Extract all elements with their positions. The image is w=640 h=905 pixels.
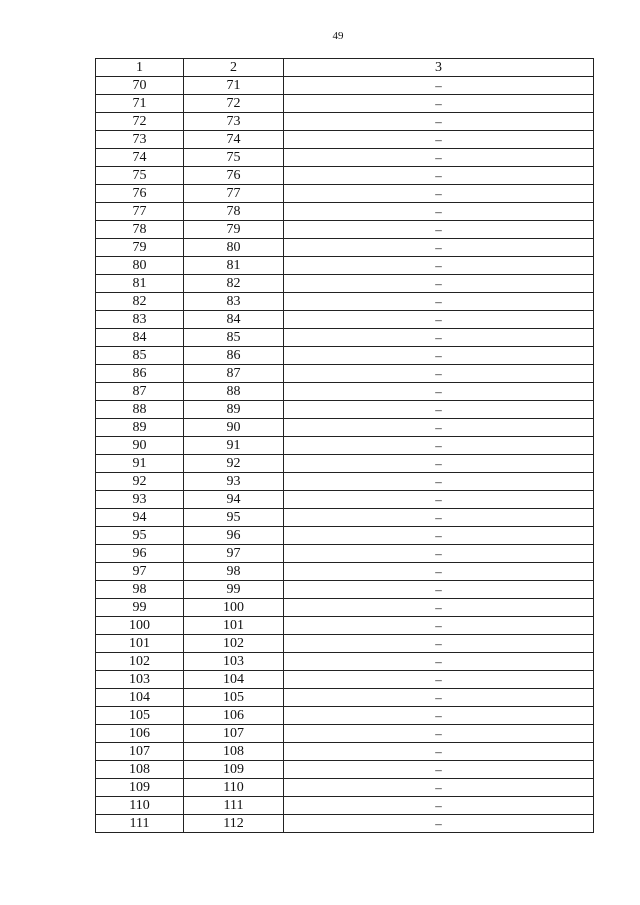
table-cell-col-2: 83 bbox=[184, 293, 284, 311]
table-cell-col-2: 111 bbox=[184, 797, 284, 815]
table-cell-col-1: 71 bbox=[96, 95, 184, 113]
table-cell-col-2: 92 bbox=[184, 455, 284, 473]
table-cell-col-1: 79 bbox=[96, 239, 184, 257]
table-cell-col-1: 73 bbox=[96, 131, 184, 149]
table-cell-col-3: – bbox=[284, 149, 594, 167]
table-cell-col-1: 111 bbox=[96, 815, 184, 833]
table-cell-col-2: 98 bbox=[184, 563, 284, 581]
table-cell-col-2: 112 bbox=[184, 815, 284, 833]
table-cell-col-3: – bbox=[284, 581, 594, 599]
table-cell-col-2: 100 bbox=[184, 599, 284, 617]
table-cell-col-3: – bbox=[284, 131, 594, 149]
table-row bbox=[96, 509, 594, 527]
table-cell-col-3: – bbox=[284, 743, 594, 761]
table-cell-col-1: 92 bbox=[96, 473, 184, 491]
table-cell-col-1: 88 bbox=[96, 401, 184, 419]
table-row bbox=[96, 455, 594, 473]
table-cell-col-2: 97 bbox=[184, 545, 284, 563]
table-row bbox=[96, 743, 594, 761]
table-cell-col-1: 89 bbox=[96, 419, 184, 437]
table-cell-col-3: – bbox=[284, 689, 594, 707]
table-cell-col-2: 95 bbox=[184, 509, 284, 527]
table-row bbox=[96, 239, 594, 257]
column-header-2: 2 bbox=[184, 59, 284, 77]
table-row bbox=[96, 707, 594, 725]
table-row bbox=[96, 401, 594, 419]
table-cell-col-3: – bbox=[284, 419, 594, 437]
table-row bbox=[96, 419, 594, 437]
table-row bbox=[96, 275, 594, 293]
table-cell-col-3: – bbox=[284, 707, 594, 725]
table-row bbox=[96, 545, 594, 563]
table-cell-col-2: 77 bbox=[184, 185, 284, 203]
table-cell-col-3: – bbox=[284, 437, 594, 455]
table-row bbox=[96, 563, 594, 581]
table-cell-col-2: 99 bbox=[184, 581, 284, 599]
table-row bbox=[96, 437, 594, 455]
table-cell-col-1: 97 bbox=[96, 563, 184, 581]
table-cell-col-3: – bbox=[284, 257, 594, 275]
table-cell-col-1: 87 bbox=[96, 383, 184, 401]
table-row bbox=[96, 797, 594, 815]
table-body bbox=[96, 77, 594, 833]
table-cell-col-1: 110 bbox=[96, 797, 184, 815]
table-cell-col-3: – bbox=[284, 545, 594, 563]
table-cell-col-1: 103 bbox=[96, 671, 184, 689]
table-cell-col-2: 79 bbox=[184, 221, 284, 239]
table-cell-col-2: 109 bbox=[184, 761, 284, 779]
table-row bbox=[96, 383, 594, 401]
table-row bbox=[96, 779, 594, 797]
table-cell-col-2: 107 bbox=[184, 725, 284, 743]
table-cell-col-3: – bbox=[284, 383, 594, 401]
table-cell-col-3: – bbox=[284, 455, 594, 473]
table-row bbox=[96, 599, 594, 617]
table-cell-col-3: – bbox=[284, 329, 594, 347]
table-cell-col-3: – bbox=[284, 563, 594, 581]
page-number: 49 bbox=[332, 30, 344, 42]
table-cell-col-1: 93 bbox=[96, 491, 184, 509]
table-cell-col-1: 85 bbox=[96, 347, 184, 365]
table-cell-col-1: 96 bbox=[96, 545, 184, 563]
table-cell-col-2: 76 bbox=[184, 167, 284, 185]
table-row bbox=[96, 257, 594, 275]
table-cell-col-3: – bbox=[284, 365, 594, 383]
table-cell-col-1: 74 bbox=[96, 149, 184, 167]
table-header-row bbox=[96, 59, 594, 77]
table-row bbox=[96, 635, 594, 653]
table-cell-col-1: 94 bbox=[96, 509, 184, 527]
table-row bbox=[96, 113, 594, 131]
table-row bbox=[96, 77, 594, 95]
table-row bbox=[96, 311, 594, 329]
table-cell-col-1: 90 bbox=[96, 437, 184, 455]
table-cell-col-1: 72 bbox=[96, 113, 184, 131]
table-cell-col-2: 106 bbox=[184, 707, 284, 725]
table-cell-col-3: – bbox=[284, 239, 594, 257]
table-cell-col-2: 101 bbox=[184, 617, 284, 635]
table-cell-col-2: 72 bbox=[184, 95, 284, 113]
table-cell-col-3: – bbox=[284, 203, 594, 221]
table-cell-col-2: 94 bbox=[184, 491, 284, 509]
table-row bbox=[96, 131, 594, 149]
table-cell-col-3: – bbox=[284, 113, 594, 131]
table-cell-col-1: 99 bbox=[96, 599, 184, 617]
table-row bbox=[96, 527, 594, 545]
table-cell-col-2: 80 bbox=[184, 239, 284, 257]
table-row bbox=[96, 671, 594, 689]
table-row bbox=[96, 581, 594, 599]
table-row bbox=[96, 725, 594, 743]
table-cell-col-3: – bbox=[284, 95, 594, 113]
table-cell-col-1: 105 bbox=[96, 707, 184, 725]
table-cell-col-3: – bbox=[284, 491, 594, 509]
table-cell-col-1: 77 bbox=[96, 203, 184, 221]
table-cell-col-1: 80 bbox=[96, 257, 184, 275]
table-row bbox=[96, 167, 594, 185]
table-cell-col-2: 89 bbox=[184, 401, 284, 419]
table-cell-col-1: 70 bbox=[96, 77, 184, 95]
table-row bbox=[96, 329, 594, 347]
table-row bbox=[96, 761, 594, 779]
table-cell-col-3: – bbox=[284, 599, 594, 617]
table-cell-col-3: – bbox=[284, 671, 594, 689]
table-row bbox=[96, 617, 594, 635]
table-row bbox=[96, 347, 594, 365]
table-row bbox=[96, 653, 594, 671]
table-cell-col-3: – bbox=[284, 401, 594, 419]
table-cell-col-1: 91 bbox=[96, 455, 184, 473]
table-cell-col-3: – bbox=[284, 77, 594, 95]
table-row bbox=[96, 473, 594, 491]
table-cell-col-3: – bbox=[284, 653, 594, 671]
table-cell-col-2: 90 bbox=[184, 419, 284, 437]
table-cell-col-3: – bbox=[284, 347, 594, 365]
table-cell-col-2: 105 bbox=[184, 689, 284, 707]
table-cell-col-3: – bbox=[284, 509, 594, 527]
table-cell-col-1: 83 bbox=[96, 311, 184, 329]
table-cell-col-3: – bbox=[284, 473, 594, 491]
table-cell-col-3: – bbox=[284, 527, 594, 545]
table-row bbox=[96, 203, 594, 221]
table-cell-col-1: 82 bbox=[96, 293, 184, 311]
table-cell-col-2: 85 bbox=[184, 329, 284, 347]
column-header-1: 1 bbox=[96, 59, 184, 77]
table-cell-col-3: – bbox=[284, 167, 594, 185]
table-cell-col-1: 109 bbox=[96, 779, 184, 797]
table-row bbox=[96, 185, 594, 203]
table-cell-col-3: – bbox=[284, 761, 594, 779]
table-cell-col-3: – bbox=[284, 617, 594, 635]
table-cell-col-2: 110 bbox=[184, 779, 284, 797]
table-cell-col-3: – bbox=[284, 185, 594, 203]
table-cell-col-3: – bbox=[284, 275, 594, 293]
table-cell-col-2: 71 bbox=[184, 77, 284, 95]
table-cell-col-1: 100 bbox=[96, 617, 184, 635]
table-cell-col-1: 106 bbox=[96, 725, 184, 743]
table-cell-col-3: – bbox=[284, 815, 594, 833]
table-cell-col-2: 87 bbox=[184, 365, 284, 383]
table-cell-col-1: 104 bbox=[96, 689, 184, 707]
table-cell-col-2: 84 bbox=[184, 311, 284, 329]
table-cell-col-2: 103 bbox=[184, 653, 284, 671]
table-cell-col-1: 98 bbox=[96, 581, 184, 599]
table-cell-col-1: 81 bbox=[96, 275, 184, 293]
table-row bbox=[96, 491, 594, 509]
table-row bbox=[96, 221, 594, 239]
table-cell-col-2: 93 bbox=[184, 473, 284, 491]
column-header-3: 3 bbox=[284, 59, 594, 77]
table-cell-col-2: 88 bbox=[184, 383, 284, 401]
table-cell-col-1: 95 bbox=[96, 527, 184, 545]
table-cell-col-3: – bbox=[284, 797, 594, 815]
table-cell-col-1: 101 bbox=[96, 635, 184, 653]
table-cell-col-1: 76 bbox=[96, 185, 184, 203]
table-cell-col-3: – bbox=[284, 221, 594, 239]
table-cell-col-3: – bbox=[284, 779, 594, 797]
table-cell-col-1: 102 bbox=[96, 653, 184, 671]
table-cell-col-2: 78 bbox=[184, 203, 284, 221]
table-cell-col-3: – bbox=[284, 725, 594, 743]
table-cell-col-1: 78 bbox=[96, 221, 184, 239]
table-row bbox=[96, 689, 594, 707]
table-row bbox=[96, 815, 594, 833]
table-cell-col-2: 86 bbox=[184, 347, 284, 365]
table-row bbox=[96, 95, 594, 113]
table-cell-col-2: 81 bbox=[184, 257, 284, 275]
table-cell-col-1: 84 bbox=[96, 329, 184, 347]
table-cell-col-2: 73 bbox=[184, 113, 284, 131]
table-cell-col-3: – bbox=[284, 293, 594, 311]
table-cell-col-1: 107 bbox=[96, 743, 184, 761]
table-cell-col-2: 108 bbox=[184, 743, 284, 761]
table-cell-col-1: 108 bbox=[96, 761, 184, 779]
table-cell-col-2: 104 bbox=[184, 671, 284, 689]
table-cell-col-2: 74 bbox=[184, 131, 284, 149]
table-cell-col-2: 91 bbox=[184, 437, 284, 455]
table-cell-col-3: – bbox=[284, 311, 594, 329]
table-cell-col-2: 96 bbox=[184, 527, 284, 545]
table-cell-col-2: 82 bbox=[184, 275, 284, 293]
table-cell-col-2: 102 bbox=[184, 635, 284, 653]
table-cell-col-3: – bbox=[284, 635, 594, 653]
table-header bbox=[96, 59, 594, 77]
table-cell-col-2: 75 bbox=[184, 149, 284, 167]
table-cell-col-1: 86 bbox=[96, 365, 184, 383]
data-table bbox=[95, 58, 594, 833]
table-row bbox=[96, 293, 594, 311]
table-row bbox=[96, 365, 594, 383]
table-row bbox=[96, 149, 594, 167]
table-cell-col-1: 75 bbox=[96, 167, 184, 185]
